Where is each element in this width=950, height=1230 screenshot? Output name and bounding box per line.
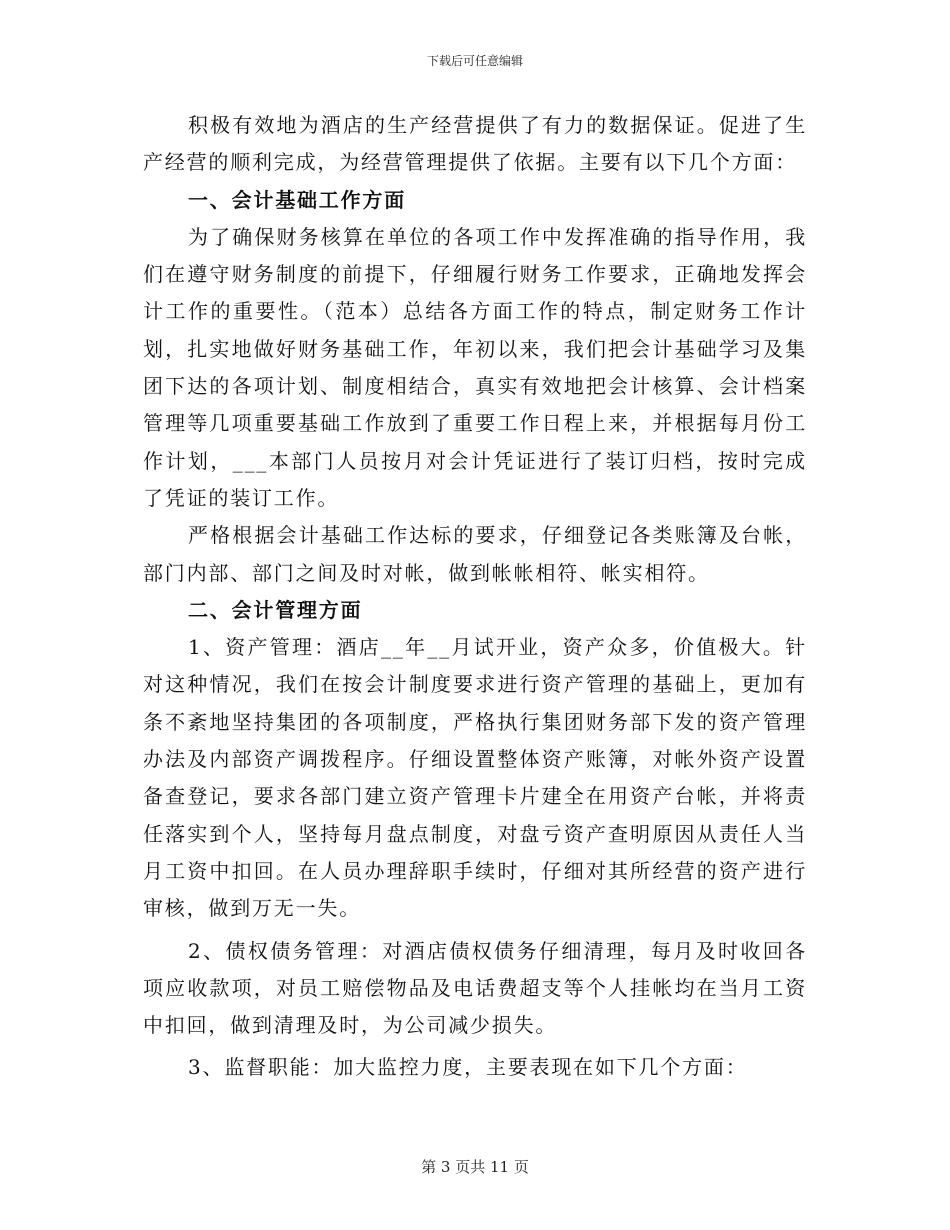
paragraph-accounting-basics: 为了确保财务核算在单位的各项工作中发挥准确的指导作用，我们在遵守财务制度的前提下，仔细履行财务工作要求，正确地发挥会计工作的重要性。（范本）总结各方面工作的特点，制定财务工作计划，扎实地做好财务基础工作，年初以来，我们把会计基础学习及集团下达的各项计划、制度相结合，真实有效地把会计核算、会计档案管理等几项重要基础工作放到了重要工作日程上来，并根据每月份工作计划，___本部门人员按月对会计凭证进行了装订归档，按时完成了凭证的装订工作。: [143, 224, 807, 510]
paragraph-ledger-requirements: 严格根据会计基础工作达标的要求，仔细登记各类账簿及台帐，部门内部、部门之间及时对帐，做到帐帐相符、帐实相符。: [143, 523, 807, 585]
page-header-note: 下载后可任意编辑: [426, 54, 523, 68]
document-body: [143, 107, 807, 1087]
page-number: 第 3 页共 11 页: [421, 1158, 529, 1176]
paragraph-debt-management: 2、债权债务管理：对酒店债权债务仔细清理，每月及时收回各项应收款项，对员工赔偿物品及电话费超支等个人挂帐均在当月工资中扣回，做到清理及时，为公司减少损失。: [143, 938, 807, 1038]
section-heading-accounting-basics: 一、会计基础工作方面: [188, 187, 406, 212]
paragraph-asset-management: 1、资产管理：酒店__年__月试开业，资产众多，价值极大。针对这种情况，我们在按会计制度要求进行资产管理的基础上，更加有条不紊地坚持集团的各项制度，严格执行集团财务部下发的资产管理办法及内部资产调拨程序。仔细设置整体资产账簿，对帐外资产设置备查登记，要求各部门建立资产管理卡片建全在用资产台帐，并将责任落实到个人，坚持每月盘点制度，对盘亏资产查明原因从责任人当月工资中扣回。在人员办理辞职手续时，仔细对其所经营的资产进行审核，做到万无一失。: [143, 635, 807, 921]
paragraph-intro: 积极有效地为酒店的生产经营提供了有力的数据保证。促进了生产经营的顺利完成，为经营管理提供了依据。主要有以下几个方面：: [143, 113, 807, 175]
paragraph-supervision: 3、监督职能：加大监控力度，主要表现在如下几个方面：: [188, 1055, 748, 1080]
section-heading-accounting-management: 二、会计管理方面: [188, 597, 363, 622]
